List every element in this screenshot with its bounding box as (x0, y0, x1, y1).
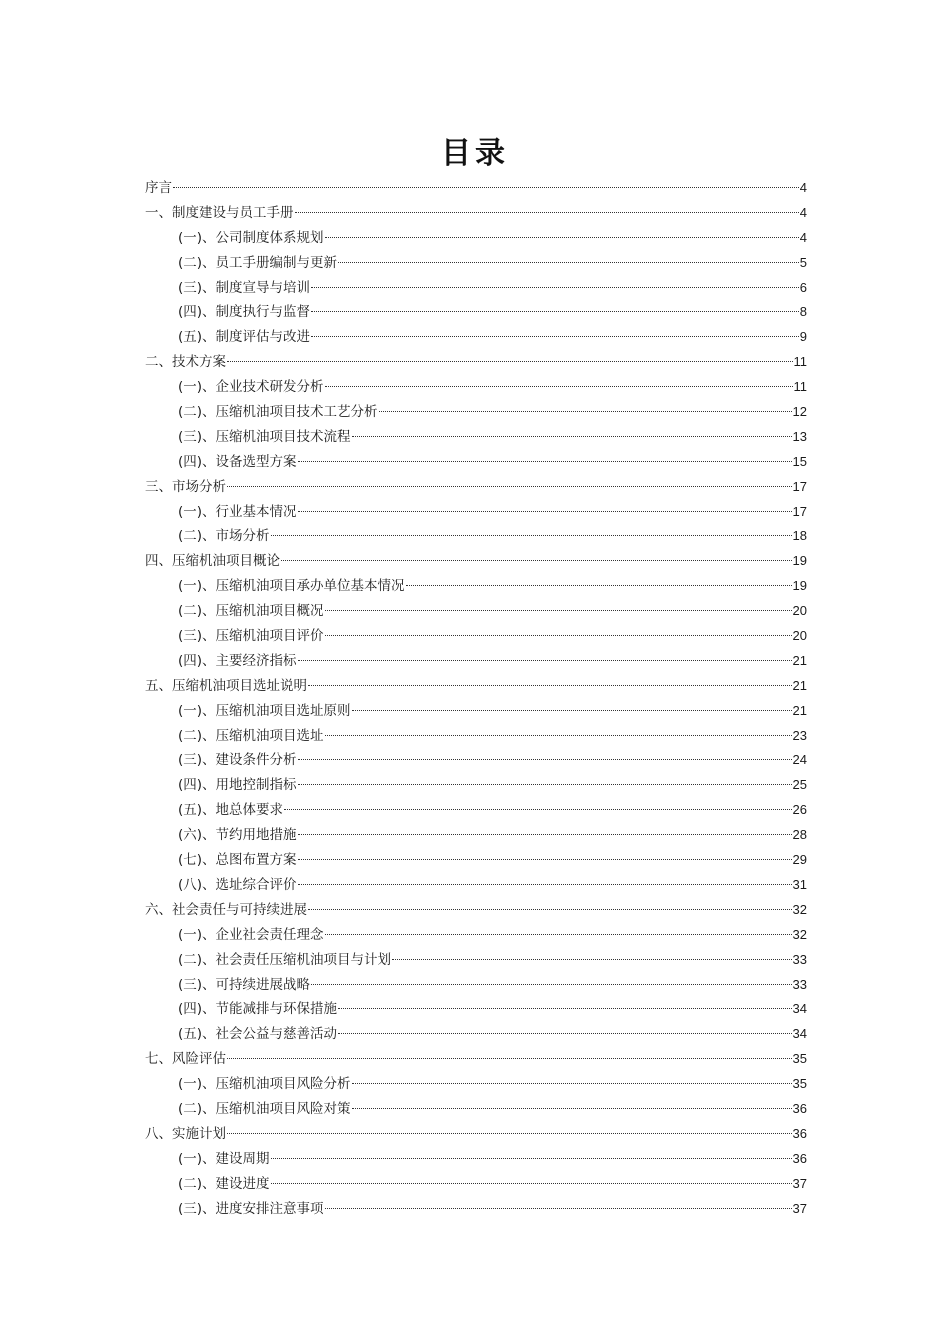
toc-subentry[interactable] (145, 997, 807, 1022)
toc-subentry[interactable] (145, 923, 807, 948)
toc-subentry[interactable] (145, 251, 807, 276)
toc-page-number: 33 (792, 976, 807, 992)
toc-entry-label: (一)、压缩机油项目风险分析 (178, 1076, 351, 1093)
toc-subentry[interactable] (145, 1147, 807, 1172)
toc-subentry[interactable] (145, 226, 807, 251)
toc-entry-label: (六)、节约用地措施 (178, 827, 297, 844)
toc-dot-leader (298, 834, 792, 835)
toc-page-number: 32 (792, 901, 807, 917)
toc-subentry[interactable] (145, 649, 807, 674)
toc-subentry[interactable] (145, 599, 807, 624)
toc-entry-label: (一)、压缩机油项目承办单位基本情况 (178, 578, 405, 595)
toc-dot-leader (227, 486, 792, 487)
toc-subentry[interactable] (145, 848, 807, 873)
toc-page-number: 26 (792, 802, 807, 818)
toc-page-number: 9 (799, 329, 807, 345)
toc-dot-leader (298, 884, 792, 885)
toc-page-number: 11 (793, 354, 807, 370)
toc-subentry[interactable] (145, 450, 807, 475)
toc-entry-label: (二)、员工手册编制与更新 (178, 254, 338, 271)
toc-entry-label: 六、社会责任与可持续进展 (145, 901, 307, 918)
toc-page-number: 18 (792, 528, 807, 544)
toc-entry-label: (四)、用地控制指标 (178, 777, 297, 794)
toc-entry-label: (四)、制度执行与监督 (178, 304, 311, 321)
toc-subentry[interactable] (145, 973, 807, 998)
toc-page-number: 19 (792, 553, 807, 569)
toc-page-number: 15 (792, 453, 807, 469)
toc-entry[interactable] (145, 475, 807, 500)
toc-entry-label: 一、制度建设与员工手册 (145, 204, 294, 221)
toc-page-number: 20 (792, 603, 807, 619)
toc-entry-label: (一)、行业基本情况 (178, 503, 297, 520)
toc-entry[interactable] (145, 176, 807, 201)
toc-dot-leader (227, 1133, 792, 1134)
toc-page-number: 36 (792, 1150, 807, 1166)
toc-subentry[interactable] (145, 873, 807, 898)
toc-entry-label: (三)、压缩机油项目评价 (178, 628, 324, 645)
toc-dot-leader (298, 461, 792, 462)
toc-subentry[interactable] (145, 400, 807, 425)
toc-subentry[interactable] (145, 1197, 807, 1222)
toc-dot-leader (352, 1083, 792, 1084)
toc-subentry[interactable] (145, 823, 807, 848)
toc-dot-leader (298, 859, 792, 860)
toc-dot-leader (298, 759, 792, 760)
toc-subentry[interactable] (145, 1097, 807, 1122)
toc-entry-label: (三)、进度安排注意事项 (178, 1200, 324, 1217)
toc-page-number: 4 (799, 204, 807, 220)
toc-title: 目录 (441, 136, 509, 171)
toc-dot-leader (325, 735, 792, 736)
toc-page-number: 33 (792, 951, 807, 967)
toc-entry[interactable] (145, 201, 807, 226)
toc-entry-label: 七、风险评估 (145, 1051, 226, 1068)
toc-page-number: 4 (799, 180, 807, 195)
toc-page-number: 12 (792, 404, 807, 420)
toc-entry[interactable] (145, 1047, 807, 1072)
toc-subentry[interactable] (145, 425, 807, 450)
toc-entry-label: 八、实施计划 (145, 1125, 226, 1142)
toc-subentry[interactable] (145, 948, 807, 973)
toc-entry-label: (五)、制度评估与改进 (178, 329, 311, 346)
toc-entry-label: 二、技术方案 (145, 354, 226, 371)
toc-entry-label: (八)、选址综合评价 (178, 876, 297, 893)
toc-dot-leader (311, 984, 791, 985)
toc-dot-leader (325, 1208, 792, 1209)
toc-entry-label: (二)、建设进度 (178, 1175, 270, 1192)
toc-subentry[interactable] (145, 1172, 807, 1197)
toc-entry-label: (二)、压缩机油项目风险对策 (178, 1100, 351, 1117)
toc-subentry[interactable] (145, 798, 807, 823)
toc-dot-leader (352, 436, 792, 437)
toc-page-number: 8 (799, 304, 807, 320)
toc-entry[interactable] (145, 1122, 807, 1147)
toc-entry-label: (五)、地总体要求 (178, 802, 284, 819)
toc-entry-label: (一)、压缩机油项目选址原则 (178, 702, 351, 719)
toc-subentry[interactable] (145, 375, 807, 400)
toc-dot-leader (298, 660, 792, 661)
toc-dot-leader (338, 1033, 791, 1034)
toc-subentry[interactable] (145, 574, 807, 599)
toc-entry-label: (四)、节能减排与环保措施 (178, 1001, 338, 1018)
toc-dot-leader (325, 386, 793, 387)
toc-page-number: 29 (792, 852, 807, 868)
toc-entry-label: (二)、市场分析 (178, 528, 270, 545)
toc-dot-leader (379, 411, 792, 412)
toc-dot-leader (295, 212, 799, 213)
toc-page-number: 36 (792, 1100, 807, 1116)
toc-dot-leader (298, 511, 792, 512)
toc-entry-label: 四、压缩机油项目概论 (145, 553, 280, 570)
toc-entry-label: (一)、企业社会责任理念 (178, 926, 324, 943)
toc-entry-label: (一)、公司制度体系规划 (178, 229, 324, 246)
toc-page-number: 13 (792, 428, 807, 444)
toc-dot-leader (325, 934, 792, 935)
toc-dot-leader (227, 361, 793, 362)
toc-entry-label: (七)、总图布置方案 (178, 852, 297, 869)
toc-entry-label: (三)、制度宣导与培训 (178, 279, 311, 296)
toc-entry[interactable] (145, 549, 807, 574)
toc-entry-label: 五、压缩机油项目选址说明 (145, 677, 307, 694)
toc-page-number: 24 (792, 752, 807, 768)
toc-page-number: 32 (792, 926, 807, 942)
toc-page-number: 4 (799, 229, 807, 245)
toc-page-number: 34 (792, 1001, 807, 1017)
toc-dot-leader (338, 262, 799, 263)
toc-entry[interactable] (145, 350, 807, 375)
toc-entry-label: (一)、建设周期 (178, 1150, 270, 1167)
toc-subentry[interactable] (145, 524, 807, 549)
toc-page-number: 23 (792, 727, 807, 743)
toc-dot-leader (227, 1058, 792, 1059)
toc-page-number: 19 (792, 578, 807, 594)
toc-entry-label: (五)、社会公益与慈善活动 (178, 1026, 338, 1043)
toc-dot-leader (173, 187, 799, 188)
toc-subentry[interactable] (145, 624, 807, 649)
toc-entry-label: (一)、企业技术研发分析 (178, 379, 324, 396)
toc-page-number: 21 (792, 652, 807, 668)
toc-page-number: 36 (792, 1125, 807, 1141)
toc-list (145, 176, 807, 1221)
toc-subentry[interactable] (145, 300, 807, 325)
toc-dot-leader (271, 1158, 792, 1159)
toc-page-number: 21 (792, 677, 807, 693)
toc-entry-label: (二)、压缩机油项目选址 (178, 727, 324, 744)
toc-page-number: 35 (792, 1076, 807, 1092)
toc-entry-label: (二)、社会责任压缩机油项目与计划 (178, 951, 392, 968)
toc-subentry[interactable] (145, 699, 807, 724)
toc-page-number: 31 (792, 876, 807, 892)
toc-dot-leader (271, 1183, 792, 1184)
toc-subentry[interactable] (145, 500, 807, 525)
toc-entry-label: (三)、建设条件分析 (178, 752, 297, 769)
toc-dot-leader (338, 1008, 791, 1009)
toc-dot-leader (325, 635, 792, 636)
toc-dot-leader (281, 560, 792, 561)
toc-page-number: 21 (792, 702, 807, 718)
toc-page-number: 5 (799, 254, 807, 270)
toc-dot-leader (325, 610, 792, 611)
toc-entry-label: 序言 (145, 180, 172, 196)
toc-dot-leader (271, 535, 792, 536)
toc-entry[interactable] (145, 674, 807, 699)
toc-dot-leader (406, 585, 792, 586)
toc-subentry[interactable] (145, 276, 807, 301)
toc-dot-leader (392, 959, 791, 960)
toc-dot-leader (352, 710, 792, 711)
toc-entry-label: 三、市场分析 (145, 478, 226, 495)
toc-subentry[interactable] (145, 773, 807, 798)
toc-entry-label: (四)、主要经济指标 (178, 652, 297, 669)
toc-dot-leader (308, 909, 792, 910)
toc-page-number: 6 (799, 279, 807, 295)
toc-dot-leader (311, 287, 799, 288)
toc-page-number: 17 (792, 478, 807, 494)
toc-entry-label: (二)、压缩机油项目概况 (178, 603, 324, 620)
toc-page-number: 17 (792, 503, 807, 519)
toc-entry[interactable] (145, 898, 807, 923)
toc-page-number: 20 (792, 628, 807, 644)
toc-page-number: 37 (792, 1200, 807, 1216)
toc-subentry[interactable] (145, 748, 807, 773)
toc-subentry[interactable] (145, 724, 807, 749)
toc-dot-leader (352, 1108, 792, 1109)
toc-dot-leader (325, 237, 799, 238)
toc-page-number: 37 (792, 1175, 807, 1191)
toc-subentry[interactable] (145, 325, 807, 350)
toc-dot-leader (308, 685, 792, 686)
toc-page-number: 25 (792, 777, 807, 793)
toc-page-number: 34 (792, 1026, 807, 1042)
toc-dot-leader (284, 809, 791, 810)
toc-page-number: 11 (793, 379, 807, 395)
toc-subentry[interactable] (145, 1072, 807, 1097)
toc-dot-leader (311, 336, 799, 337)
toc-entry-label: (三)、可持续进展战略 (178, 976, 311, 993)
toc-subentry[interactable] (145, 1022, 807, 1047)
toc-page-number: 35 (792, 1051, 807, 1067)
toc-entry-label: (四)、设备选型方案 (178, 453, 297, 470)
toc-page-number: 28 (792, 827, 807, 843)
toc-dot-leader (311, 311, 799, 312)
toc-entry-label: (二)、压缩机油项目技术工艺分析 (178, 404, 378, 421)
toc-entry-label: (三)、压缩机油项目技术流程 (178, 428, 351, 445)
toc-dot-leader (298, 784, 792, 785)
